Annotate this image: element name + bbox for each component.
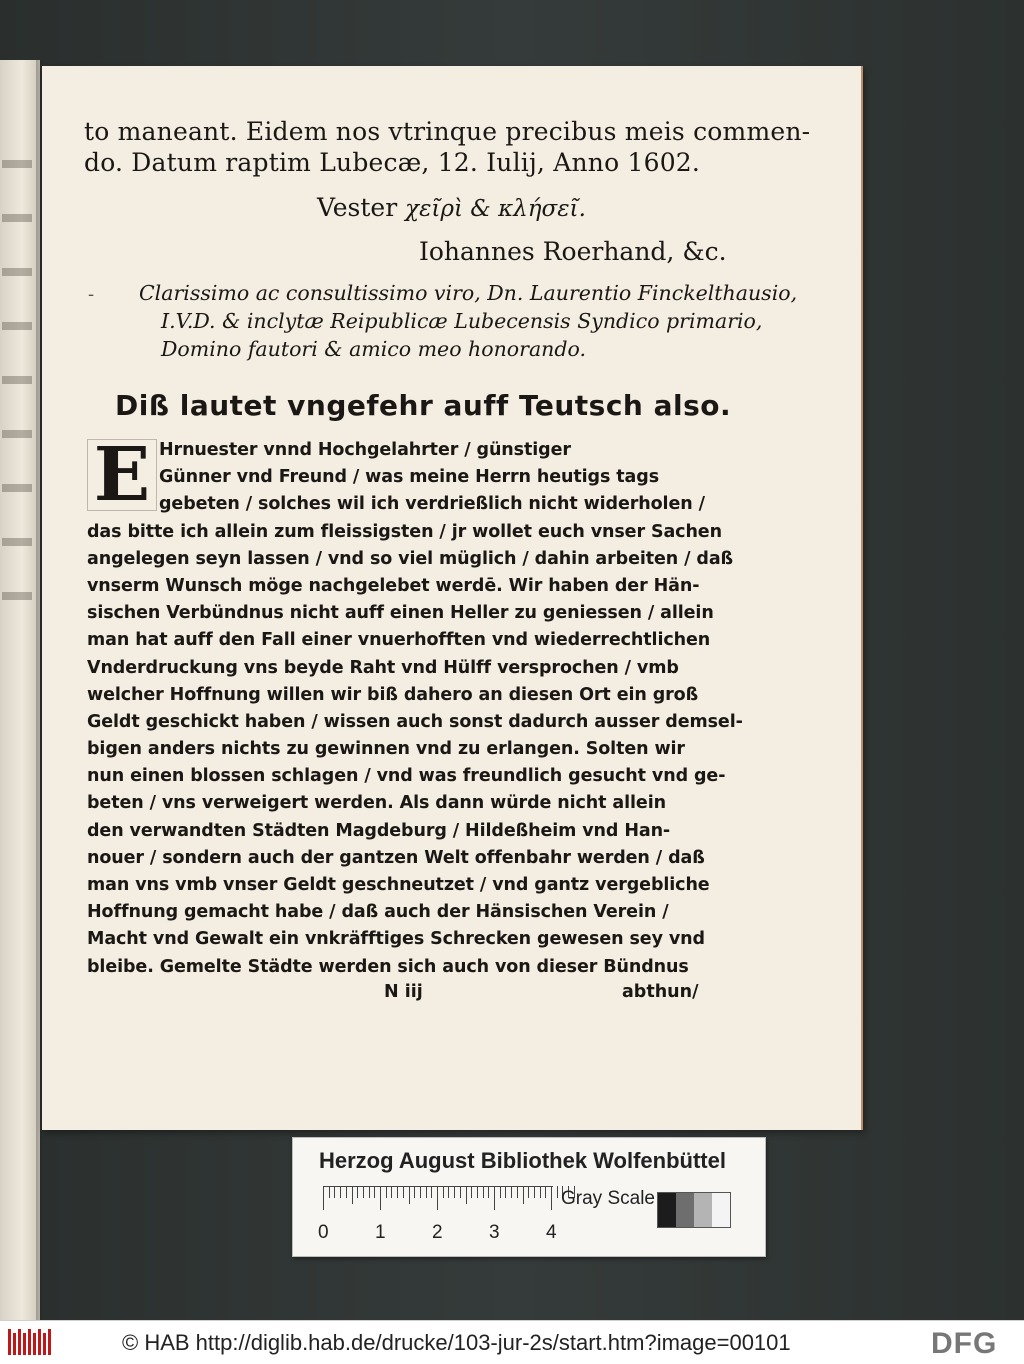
body-line: das bitte ich allein zum fleissigsten / jr wollet euch vnser Sachen bbox=[87, 521, 722, 542]
dfg-logo: DFG bbox=[931, 1327, 998, 1360]
ruler-tick bbox=[523, 1186, 524, 1204]
body-line: den verwandten Städten Magdeburg / Hildeßheim vnd Han- bbox=[87, 820, 671, 841]
ruler-tick bbox=[420, 1186, 421, 1198]
ruler-tick bbox=[334, 1186, 335, 1198]
ruler-tick bbox=[414, 1186, 415, 1198]
previous-leaf-edge bbox=[0, 60, 40, 1320]
body-line: Vnderdruckung vns beyde Raht vnd Hülff versprochen / vmb bbox=[87, 657, 679, 678]
body-line: Günner vnd Freund / was meine Herrn heutigs tags bbox=[159, 467, 660, 488]
body-line: man hat auff den Fall einer vnuerhofften vnd wiederrechtlichen bbox=[87, 630, 711, 651]
ruler-number: 2 bbox=[432, 1222, 443, 1243]
ruler-tick bbox=[352, 1186, 353, 1204]
ruler-tick bbox=[443, 1186, 444, 1198]
ruler-tick bbox=[323, 1186, 324, 1210]
section-heading: Diß lautet vngefehr auff Teutsch also. bbox=[115, 389, 732, 422]
letter-signature: Iohannes Roerhand, &c. bbox=[419, 237, 727, 266]
ruler-tick bbox=[437, 1186, 438, 1210]
body-line: nouer / sondern auch der gantzen Welt offenbahr werden / daß bbox=[87, 847, 705, 868]
ruler-tick bbox=[426, 1186, 427, 1198]
valediction bbox=[317, 193, 586, 222]
ruler-tick bbox=[483, 1186, 484, 1198]
library-name: Herzog August Bibliothek Wolfenbüttel bbox=[319, 1148, 726, 1173]
ruler-tick bbox=[505, 1186, 506, 1198]
ruler-tick bbox=[540, 1186, 541, 1198]
ruler-tick bbox=[511, 1186, 512, 1198]
address-line: I.V.D. & inclytæ Reipublicæ Lubecensis Syndico primario, bbox=[161, 309, 763, 333]
ruler-tick bbox=[477, 1186, 478, 1198]
signature-mark: N iij bbox=[384, 982, 423, 1002]
ruler-number: 3 bbox=[489, 1222, 500, 1243]
ruler-tick bbox=[557, 1186, 558, 1198]
catchword: abthun/ bbox=[622, 982, 699, 1002]
latin-closing bbox=[84, 116, 811, 178]
ruler-tick bbox=[374, 1186, 375, 1198]
ruler-tick bbox=[517, 1186, 518, 1198]
ruler-tick bbox=[471, 1186, 472, 1198]
greek-phrase: χεῖρὶ & κλήσεῖ. bbox=[405, 196, 586, 222]
color-calibration-card bbox=[292, 1137, 766, 1257]
gray-scale-label: Gray Scale bbox=[561, 1188, 655, 1209]
ruler-tick bbox=[454, 1186, 455, 1198]
ruler-tick bbox=[380, 1186, 381, 1210]
ruler-tick bbox=[346, 1186, 347, 1198]
ruler-tick bbox=[391, 1186, 392, 1198]
ruler-tick bbox=[340, 1186, 341, 1198]
ruler-tick bbox=[460, 1186, 461, 1198]
body-line: Hoffnung gemacht habe / daß auch der Hänsischen Verein / bbox=[87, 902, 669, 923]
letter-address bbox=[139, 279, 797, 363]
ruler-tick bbox=[369, 1186, 370, 1198]
ruler-tick bbox=[551, 1186, 552, 1210]
ruler-tick bbox=[545, 1186, 546, 1198]
german-body-text bbox=[87, 437, 743, 981]
ruler-tick bbox=[363, 1186, 364, 1198]
scale-ruler bbox=[318, 1186, 557, 1243]
ruler-number: 4 bbox=[546, 1222, 557, 1243]
ruler-tick bbox=[357, 1186, 358, 1198]
ruler-tick bbox=[409, 1186, 410, 1204]
ruler-number: 1 bbox=[375, 1222, 386, 1243]
body-line: welcher Hoffnung willen wir biß dahero an diesen Ort ein groß bbox=[87, 684, 699, 705]
body-line: sischen Verbündnus nicht auff einen Heller zu geniessen / allein bbox=[87, 603, 714, 624]
ruler-tick bbox=[386, 1186, 387, 1198]
margin-dash: - bbox=[88, 284, 95, 305]
book-page bbox=[42, 66, 863, 1130]
hab-barcode-logo-icon bbox=[8, 1329, 51, 1355]
ruler-tick bbox=[466, 1186, 467, 1204]
gray-swatch bbox=[658, 1193, 676, 1227]
latin-line: to maneant. Eidem nos vtrinque precibus meis commen- bbox=[84, 117, 811, 146]
address-line: Clarissimo ac consultissimo viro, Dn. Laurentio Finckelthausio, bbox=[139, 281, 798, 305]
leaf-edge-marks bbox=[2, 160, 32, 646]
ruler-tick bbox=[500, 1186, 501, 1198]
body-line: angelegen seyn lassen / vnd so viel müglich / dahin arbeiten / daß bbox=[87, 548, 734, 569]
ruler-tick bbox=[534, 1186, 535, 1198]
decorated-initial: E bbox=[87, 439, 157, 511]
ruler-tick bbox=[329, 1186, 330, 1198]
body-line: bigen anders nichts zu gewinnen vnd zu erlangen. Solten wir bbox=[87, 739, 685, 760]
vester-word: Vester bbox=[317, 193, 398, 222]
body-line: Hrnuester vnnd Hochgelahrter / günstiger bbox=[159, 440, 571, 460]
body-line: Geldt geschickt haben / wissen auch sonst dadurch ausser demsel- bbox=[87, 711, 743, 732]
body-line: beten / vns verweigert werden. Als dann würde nicht allein bbox=[87, 793, 666, 814]
gray-scale-swatches bbox=[657, 1192, 731, 1228]
copyright-link[interactable]: © HAB http://diglib.hab.de/drucke/103-jur-2s/start.htm?image=00101 bbox=[122, 1330, 791, 1355]
ruler-tick bbox=[488, 1186, 489, 1198]
body-line: bleibe. Gemelte Städte werden sich auch von dieser Bündnus bbox=[87, 956, 689, 977]
ruler-tick bbox=[403, 1186, 404, 1198]
latin-line: do. Datum raptim Lubecæ, 12. Iulij, Anno 1602. bbox=[84, 148, 701, 177]
body-line: vnserm Wunsch möge nachgelebet werdē. Wir haben der Hän- bbox=[87, 575, 700, 596]
ruler-tick bbox=[494, 1186, 495, 1210]
ruler-tick bbox=[528, 1186, 529, 1198]
ruler-number: 0 bbox=[318, 1222, 329, 1243]
body-line: nun einen blossen schlagen / vnd was freundlich gesucht vnd ge- bbox=[87, 766, 726, 787]
ruler-tick bbox=[397, 1186, 398, 1198]
body-line: Macht vnd Gewalt ein vnkräfftiges Schrecken gewesen sey vnd bbox=[87, 929, 705, 950]
footer-bar bbox=[0, 1320, 1024, 1364]
gray-swatch bbox=[712, 1193, 730, 1227]
ruler-tick bbox=[448, 1186, 449, 1198]
body-line: gebeten / solches wil ich verdrießlich nicht widerholen / bbox=[159, 494, 705, 515]
body-line: man vns vmb vnser Geldt geschneutzet / vnd gantz vergebliche bbox=[87, 875, 710, 895]
gray-swatch bbox=[694, 1193, 712, 1227]
gray-swatch bbox=[676, 1193, 694, 1227]
address-line: Domino fautori & amico meo honorando. bbox=[161, 337, 586, 361]
ruler-tick bbox=[431, 1186, 432, 1198]
